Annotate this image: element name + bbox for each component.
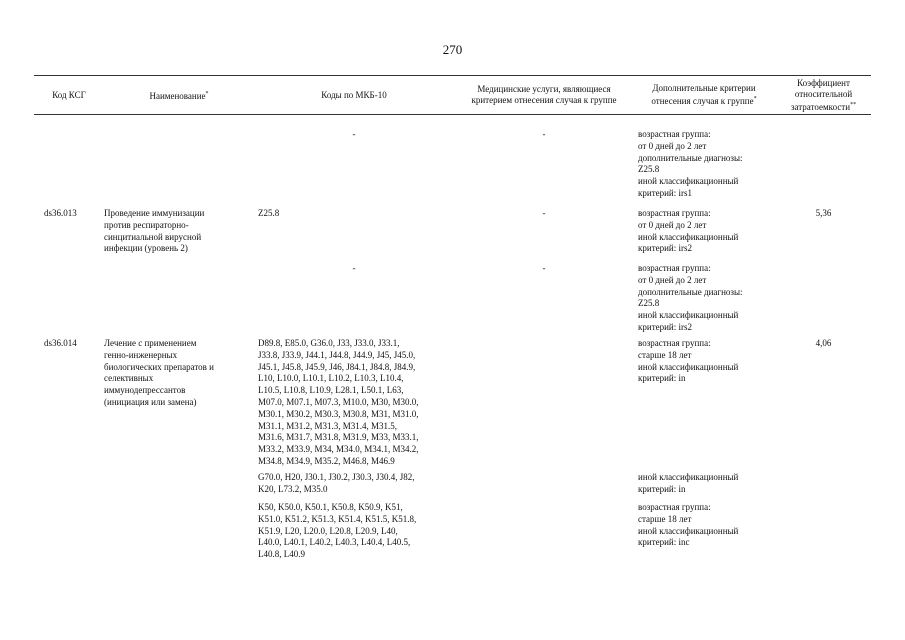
medical-services: - [542, 263, 546, 273]
header-services: Медицинские услуги, являющиеся критерием отнесения случая к группе [471, 84, 617, 105]
additional-criteria: возрастная группа: от 0 дней до 2 лет иной классификационный критерий: irs2 [638, 208, 739, 254]
additional-criteria: возрастная группа: старше 18 лет иной классификационный критерий: inc [638, 502, 739, 548]
medical-services: - [542, 129, 546, 139]
additional-criteria: иной классификационный критерий: in [638, 472, 739, 494]
mkb-codes: D89.8, E85.0, G36.0, J33, J33.0, J33.1, J33.8, J33.9, J44.1, J44.8, J44.9, J45, J45.0, J45.1, J45.8, J45.9, J46, J84.1, J84.8, J84.9, L10, L10.0, L10.1, L10.2, L10.3, L10.4, L10.5, L10.8, L10.9, L28.1, L50.1, L63, M07.0, M07.1, M07.3, M10.0, M30, M30.0, M30.1, M30.2, M30.3, M30.8, M31, M31.0, M31.1, M31.2, M31.3, M31.4, M31.5, M31.6, M31.7, M31.8, M31.9, M33, M33.1, M33.2, M33.9, M34, M34.0, M34.1, M34.2, M34.8, M34.9, M35.2, M46.8, M46.9 [258, 338, 419, 466]
additional-criteria: возрастная группа: от 0 дней до 2 лет дополнительные диагнозы: Z25.8 иной классификационный критерий: irs1 [638, 129, 743, 198]
additional-criteria: возрастная группа: от 0 дней до 2 лет дополнительные диагнозы: Z25.8 иной классификационный критерий: irs2 [638, 263, 743, 332]
header-bottom-rule [34, 114, 871, 115]
ksg-code: ds36.013 [44, 208, 77, 218]
mkb-codes: Z25.8 [258, 208, 280, 218]
mkb-codes: - [352, 129, 356, 139]
ksg-code: ds36.014 [44, 338, 77, 348]
page-number: 270 [442, 42, 463, 57]
header-mkb: Коды по МКБ-10 [321, 89, 387, 100]
group-name: Лечение с применением генно-инженерных биологических препаратов и селективных иммунодепрессантов (инициация или замена) [104, 338, 214, 407]
medical-services: - [542, 208, 546, 218]
cost-coefficient: 5,36 [815, 208, 832, 218]
additional-criteria: возрастная группа: старше 18 лет иной классификационный критерий: in [638, 338, 739, 384]
mkb-codes: - [352, 263, 356, 273]
header-code: Код КСГ [52, 89, 86, 100]
cost-coefficient: 4,06 [815, 338, 832, 348]
group-name: Проведение иммунизации против респираторно- синцитиальной вирусной инфекции (уровень 2) [104, 208, 205, 254]
header-name: Наименование* [149, 90, 209, 101]
mkb-codes: G70.0, H20, J30.1, J30.2, J30.3, J30.4, J82, K20, L73.2, M35.0 [258, 472, 415, 494]
header-criteria: Дополнительные критерии отнесения случая к группе* [651, 83, 757, 106]
header-coef: Коэффициент относительной затратоемкости** [790, 77, 857, 112]
mkb-codes: K50, K50.0, K50.1, K50.8, K50.9, K51, K51.0, K51.2, K51.3, K51.4, K51.5, K51.8, K51.9, L20, L20.0, L20.8, L20.9, L40, L40.0, L40.1, L40.2, L40.3, L40.4, L40.5, L40.8, L40.9 [258, 502, 417, 560]
